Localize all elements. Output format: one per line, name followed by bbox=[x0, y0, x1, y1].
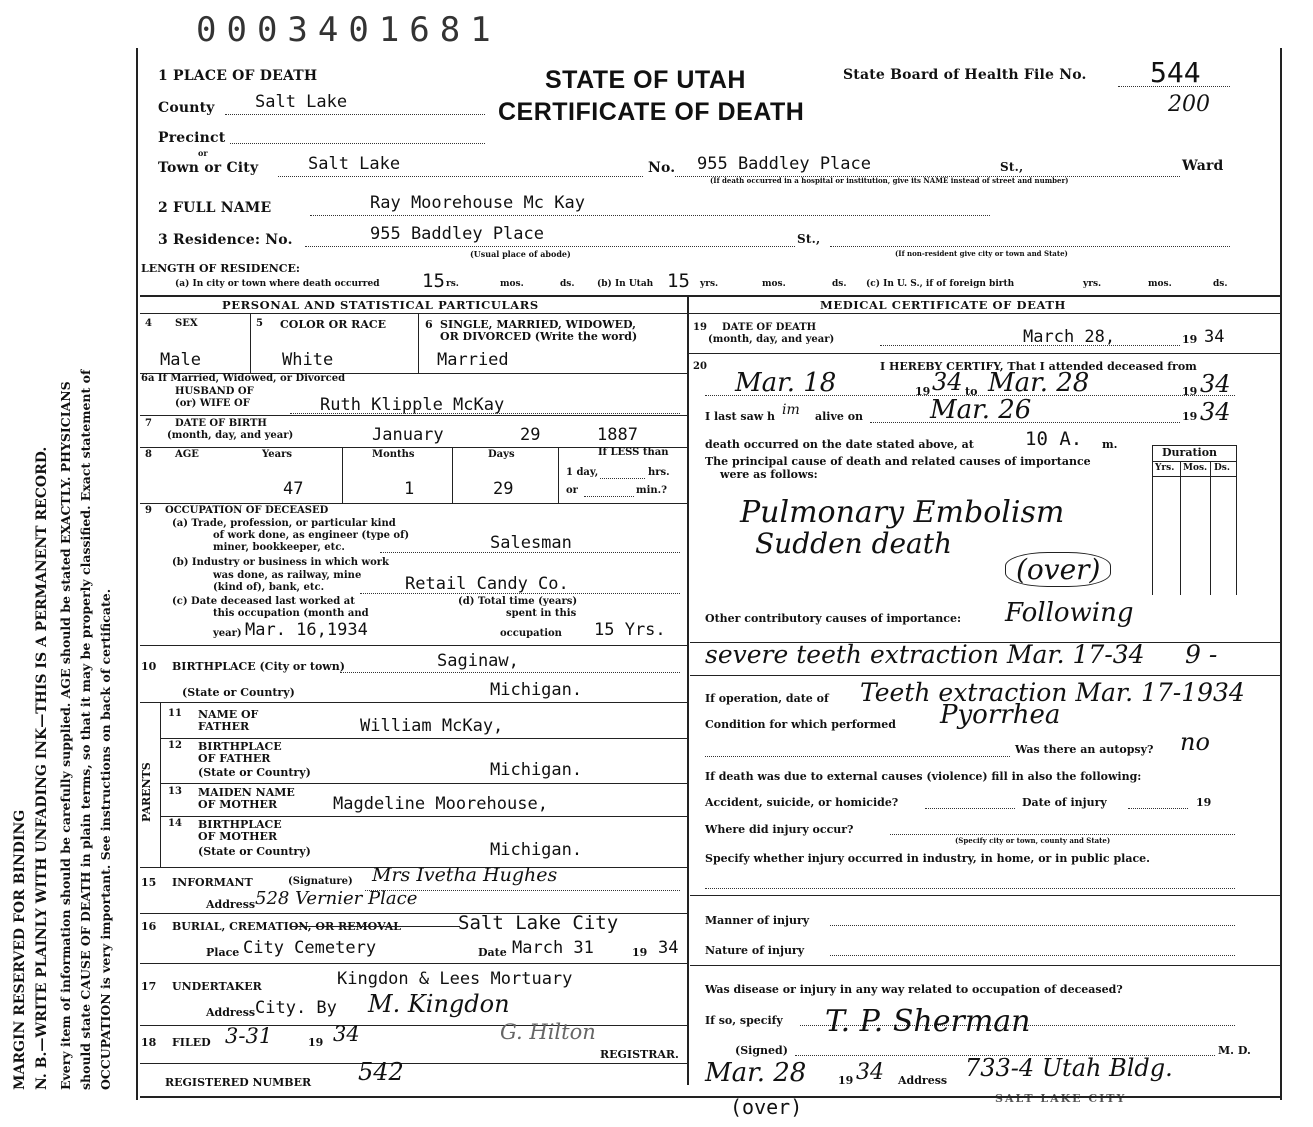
condition-label: Condition for which performed bbox=[705, 718, 896, 731]
town-value: Salt Lake bbox=[308, 154, 401, 174]
occupation-value: Salesman bbox=[490, 533, 572, 553]
length-label: LENGTH OF RESIDENCE: bbox=[141, 262, 300, 275]
father-birthplace: Michigan. bbox=[490, 760, 583, 780]
father-label-1: NAME OF bbox=[198, 708, 259, 721]
mother-value: Magdeline Moorehouse, bbox=[333, 794, 548, 814]
nature-label: Nature of injury bbox=[705, 944, 805, 957]
st-label: St., bbox=[1000, 160, 1024, 174]
occ-d-1: (d) Total time (years) bbox=[458, 596, 578, 607]
utah-residence-label: (b) In Utah bbox=[597, 279, 654, 289]
injury-date-label: Date of injury bbox=[1022, 796, 1107, 809]
death-time: 10 A. bbox=[1025, 428, 1083, 450]
serial-number: 0003401681 bbox=[196, 10, 501, 50]
birthplace-city: Saginaw, bbox=[437, 651, 519, 671]
last-worked-value: Mar. 16,1934 bbox=[245, 620, 368, 640]
parents-label: PARENTS bbox=[140, 762, 153, 822]
spouse-value: Ruth Klipple McKay bbox=[320, 395, 505, 415]
mbirth-label-2: OF MOTHER bbox=[198, 830, 278, 843]
autopsy-value: no bbox=[1180, 728, 1210, 756]
cause-over: (over) bbox=[1005, 552, 1111, 587]
county-value: Salt Lake bbox=[255, 92, 348, 112]
informant-address-label: Address bbox=[206, 898, 256, 911]
hospital-note: (If death occurred in a hospital or institution, give its NAME instead of street and number) bbox=[710, 176, 1069, 185]
filed-year-prefix: 19 bbox=[308, 1036, 324, 1049]
min-label: min.? bbox=[636, 485, 667, 496]
birthplace-label: BIRTHPLACE (City or town) bbox=[172, 660, 345, 673]
filed-date: 3-31 bbox=[225, 1024, 273, 1048]
occ-d-3: occupation bbox=[500, 628, 562, 639]
occ-a-2: of work done, as engineer (type of) bbox=[213, 530, 410, 541]
contrib-1: Following bbox=[1005, 598, 1134, 628]
days-label: Days bbox=[488, 449, 515, 460]
signed-label: (Signed) bbox=[735, 1044, 788, 1057]
years-label: Years bbox=[262, 449, 293, 460]
occ-a-3: miner, bookkeeper, etc. bbox=[213, 542, 345, 553]
mother-birthplace: Michigan. bbox=[490, 840, 583, 860]
if-so-label: If so, specify bbox=[705, 1014, 783, 1027]
accident-label: Accident, suicide, or homicide? bbox=[705, 796, 899, 809]
usual-note: (Usual place of abode) bbox=[470, 249, 571, 259]
undertaker-address-label: Address bbox=[206, 1006, 256, 1019]
marital-value: Married bbox=[437, 350, 509, 370]
residence-label: 3 Residence: No. bbox=[158, 232, 293, 248]
utah-years: 15 bbox=[667, 270, 690, 292]
full-name-value: Ray Moorehouse Mc Kay bbox=[370, 193, 585, 213]
city-mos-label: mos. bbox=[500, 279, 524, 289]
injury-year-prefix: 19 bbox=[1196, 796, 1212, 809]
signed-year-prefix: 19 bbox=[838, 1074, 854, 1087]
instructions-note-1: Every item of information should be carefully supplied. AGE should be stated EXACTLY. PHYSICIANS bbox=[58, 381, 73, 1090]
father-label-2: FATHER bbox=[198, 720, 250, 733]
registered-number-label: REGISTERED NUMBER bbox=[165, 1076, 312, 1089]
burial-date-label: Date bbox=[478, 946, 507, 959]
condition-value: Pyorrhea bbox=[940, 700, 1061, 730]
city-yrs-label: rs. bbox=[446, 279, 459, 289]
file-number-2: 200 bbox=[1168, 92, 1210, 117]
months-label: Months bbox=[372, 449, 415, 460]
contrib-label: Other contributory causes of importance: bbox=[705, 612, 962, 625]
utah-yrs-label: yrs. bbox=[700, 279, 719, 289]
informant-signature: Mrs Ivetha Hughes bbox=[372, 864, 558, 886]
autopsy-label: Was there an autopsy? bbox=[1015, 743, 1154, 756]
signed-date: Mar. 28 bbox=[705, 1058, 807, 1088]
or-min-label: or bbox=[566, 485, 578, 496]
operation-label: If operation, date of bbox=[705, 692, 829, 705]
last-saw-label: I last saw h bbox=[705, 410, 776, 423]
mother-label-1: MAIDEN NAME bbox=[198, 786, 295, 799]
burial-label: BURIAL, CREMATION, OR REMOVAL bbox=[172, 920, 402, 933]
duration-yrs: Yrs. bbox=[1155, 463, 1175, 473]
no-label: No. bbox=[648, 160, 676, 176]
binding-note: MARGIN RESERVED FOR BINDING bbox=[12, 809, 28, 1090]
us-residence-label: (c) In U. S., if of foreign birth bbox=[866, 279, 1015, 289]
filed-year: 34 bbox=[333, 1022, 360, 1046]
m-label: m. bbox=[1102, 438, 1118, 451]
signed-address: 733-4 Utah Bldg. bbox=[965, 1054, 1173, 1082]
attended-to: Mar. 28 bbox=[988, 368, 1090, 398]
color-value: White bbox=[282, 350, 334, 370]
occ-d-2: spent in this bbox=[506, 608, 577, 619]
town-label: Town or City bbox=[158, 160, 259, 176]
birthplace-state-label: (State or Country) bbox=[182, 686, 295, 699]
us-yrs-label: yrs. bbox=[1083, 279, 1102, 289]
marital-label: SINGLE, MARRIED, WIDOWED, bbox=[440, 318, 636, 331]
undertaker-address: City. By bbox=[255, 998, 337, 1018]
physician-signature: T. P. Sherman bbox=[825, 1004, 1031, 1039]
where-note: (Specify city or town, county and State) bbox=[955, 836, 1111, 845]
place-heading: 1 PLACE OF DEATH bbox=[158, 68, 318, 84]
burial-date: March 31 bbox=[512, 938, 594, 958]
state-title: STATE OF UTAH bbox=[545, 66, 746, 94]
md-label: M. D. bbox=[1218, 1044, 1251, 1057]
contrib-2: severe teeth extraction Mar. 17-34 bbox=[705, 640, 1145, 669]
certify-label: I HEREBY CERTIFY, That I attended deceased from bbox=[880, 360, 1197, 373]
footer-over: (over) bbox=[730, 1095, 803, 1119]
last-saw-year: 34 bbox=[1200, 398, 1231, 426]
total-time-value: 15 Yrs. bbox=[594, 620, 666, 640]
signed-year: 34 bbox=[856, 1060, 884, 1085]
dod-value: March 28, bbox=[1023, 327, 1116, 347]
where-label: Where did injury occur? bbox=[705, 823, 854, 836]
occ-b-2: was done, as railway, mine bbox=[213, 570, 362, 581]
dob-day: 29 bbox=[520, 425, 541, 445]
sex-value: Male bbox=[160, 350, 201, 370]
occ-b-3: (kind of), bank, etc. bbox=[213, 582, 325, 593]
informant-signature-label: (Signature) bbox=[288, 876, 353, 887]
father-value: William McKay, bbox=[360, 716, 504, 736]
dob-label-1: DATE OF BIRTH bbox=[175, 418, 267, 429]
occupation-label: OCCUPATION OF DECEASED bbox=[165, 505, 329, 516]
instructions-note-3: OCCUPATION is very important. See instructions on back of certificate. bbox=[98, 588, 113, 1090]
contrib-duration: 9 - bbox=[1185, 640, 1218, 669]
undertaker-value: Kingdon & Lees Mortuary bbox=[337, 969, 573, 989]
file-label: State Board of Health File No. bbox=[843, 67, 1087, 83]
specify-label: Specify whether injury occurred in industry, in home, or in public place. bbox=[705, 852, 1150, 865]
to-label: to bbox=[965, 385, 978, 398]
dob-year: 1887 bbox=[597, 425, 638, 445]
death-address: 955 Baddley Place bbox=[697, 154, 871, 174]
residence-value: 955 Baddley Place bbox=[370, 224, 544, 244]
dod-label-1: DATE OF DEATH bbox=[722, 322, 817, 333]
county-label: County bbox=[158, 100, 215, 116]
undertaker-label: UNDERTAKER bbox=[172, 980, 262, 993]
sex-label: SEX bbox=[175, 318, 198, 329]
last-saw-date: Mar. 26 bbox=[930, 395, 1032, 425]
occ-a-1: (a) Trade, profession, or particular kind bbox=[172, 518, 396, 529]
alive-on-label: alive on bbox=[815, 410, 864, 423]
nonres-note: (If non-resident give city or town and State) bbox=[895, 249, 1068, 258]
dod-year: 34 bbox=[1204, 327, 1225, 347]
to-year-prefix: 19 bbox=[1182, 385, 1198, 398]
one-day-label: 1 day, bbox=[566, 467, 599, 478]
us-ds-label: ds. bbox=[1213, 279, 1228, 289]
registered-number: 542 bbox=[358, 1058, 404, 1086]
personal-heading: PERSONAL AND STATISTICAL PARTICULARS bbox=[222, 298, 539, 312]
dob-month: January bbox=[372, 425, 444, 445]
last-saw-him: im bbox=[782, 402, 800, 418]
spouse-label-1: 6a If Married, Widowed, or Divorced bbox=[141, 373, 346, 384]
marital-label-2: OR DIVORCED (Write the word) bbox=[440, 330, 638, 343]
spouse-label-2: HUSBAND OF bbox=[175, 386, 254, 397]
spouse-label-3: (or) WIFE OF bbox=[175, 398, 250, 409]
last-saw-year-prefix: 19 bbox=[1182, 410, 1198, 423]
undertaker-signature: M. Kingdon bbox=[368, 990, 510, 1018]
utah-mos-label: mos. bbox=[762, 279, 786, 289]
age-days: 29 bbox=[493, 479, 514, 499]
duration-ds: Ds. bbox=[1214, 463, 1231, 473]
dod-year-prefix: 19 bbox=[1182, 333, 1198, 346]
operation-value: Teeth extraction Mar. 17-1934 bbox=[860, 678, 1245, 707]
us-mos-label: mos. bbox=[1148, 279, 1172, 289]
from-year-prefix: 19 bbox=[915, 385, 931, 398]
dob-label-2: (month, day, and year) bbox=[167, 430, 294, 441]
age-years: 47 bbox=[283, 479, 304, 499]
occ-b-1: (b) Industry or business in which work bbox=[172, 557, 389, 568]
ward-label: Ward bbox=[1182, 158, 1224, 174]
age-months: 1 bbox=[404, 479, 415, 499]
industry-value: Retail Candy Co. bbox=[405, 574, 569, 594]
birthplace-state: Michigan. bbox=[490, 680, 583, 700]
nb-note: N. B.—WRITE PLAINLY WITH UNFADING INK—THIS IS A PERMANENT RECORD. bbox=[34, 446, 50, 1090]
duration-label: Duration bbox=[1162, 446, 1218, 459]
file-number: 544 bbox=[1150, 56, 1201, 89]
age-label: AGE bbox=[175, 449, 199, 460]
informant-label: INFORMANT bbox=[172, 876, 253, 889]
from-year: 34 bbox=[932, 368, 963, 396]
mother-label-2: OF MOTHER bbox=[198, 798, 278, 811]
occ-c-1: (c) Date deceased last worked at bbox=[172, 596, 355, 607]
full-name-label: 2 FULL NAME bbox=[158, 200, 272, 216]
informant-address: 528 Vernier Place bbox=[255, 888, 418, 909]
or-label: or bbox=[198, 148, 208, 158]
cause-1: Pulmonary Embolism bbox=[740, 495, 1065, 530]
residence-st-label: St., bbox=[797, 232, 821, 246]
attended-from: Mar. 18 bbox=[735, 368, 837, 398]
registrar-label: REGISTRAR. bbox=[600, 1048, 679, 1061]
city-stamp: SALT LAKE CITY bbox=[995, 1092, 1127, 1105]
mbirth-label-1: BIRTHPLACE bbox=[198, 818, 282, 831]
certificate-title: CERTIFICATE OF DEATH bbox=[498, 98, 805, 126]
external-label: If death was due to external causes (violence) fill in also the following: bbox=[705, 770, 1142, 783]
duration-mos: Mos. bbox=[1183, 463, 1208, 473]
burial-city: Salt Lake City bbox=[458, 912, 619, 934]
dod-label-2: (month, day, and year) bbox=[708, 334, 835, 345]
city-residence-label: (a) In city or town where death occurred bbox=[175, 279, 380, 289]
burial-place: City Cemetery bbox=[243, 938, 377, 958]
city-ds-label: ds. bbox=[560, 279, 575, 289]
utah-ds-label: ds. bbox=[832, 279, 847, 289]
cause-label-2: were as follows: bbox=[720, 468, 818, 481]
filed-label: FILED bbox=[172, 1036, 211, 1049]
cause-2: Sudden death bbox=[755, 527, 953, 560]
manner-label: Manner of injury bbox=[705, 914, 810, 927]
to-year: 34 bbox=[1200, 370, 1231, 398]
related-label: Was disease or injury in any way related to occupation of deceased? bbox=[705, 983, 1123, 996]
occ-c-2: this occupation (month and bbox=[213, 608, 369, 619]
less-than-label: If LESS than bbox=[598, 447, 669, 458]
signed-address-label: Address bbox=[898, 1074, 948, 1087]
color-label: COLOR OR RACE bbox=[280, 318, 386, 331]
burial-year: 34 bbox=[658, 938, 679, 958]
cause-label-1: The principal cause of death and related causes of importance bbox=[705, 455, 1091, 468]
medical-heading: MEDICAL CERTIFICATE OF DEATH bbox=[820, 298, 1066, 312]
burial-place-label: Place bbox=[206, 946, 240, 959]
fbirth-label-3: (State or Country) bbox=[198, 766, 311, 779]
precinct-label: Precinct bbox=[158, 130, 226, 146]
fbirth-label-1: BIRTHPLACE bbox=[198, 740, 282, 753]
fbirth-label-2: OF FATHER bbox=[198, 752, 271, 765]
hrs-label: hrs. bbox=[648, 467, 670, 478]
city-years: 15 bbox=[422, 270, 445, 292]
burial-year-prefix: 19 bbox=[632, 946, 648, 959]
registrar-signature: G. Hilton bbox=[500, 1020, 596, 1044]
occ-c-3: year) bbox=[213, 628, 242, 639]
mbirth-label-3: (State or Country) bbox=[198, 845, 311, 858]
occurred-label: death occurred on the date stated above, at bbox=[705, 438, 974, 451]
instructions-note-2: should state CAUSE OF DEATH in plain terms, so that it may be properly classified. Exact statement of bbox=[78, 369, 93, 1090]
